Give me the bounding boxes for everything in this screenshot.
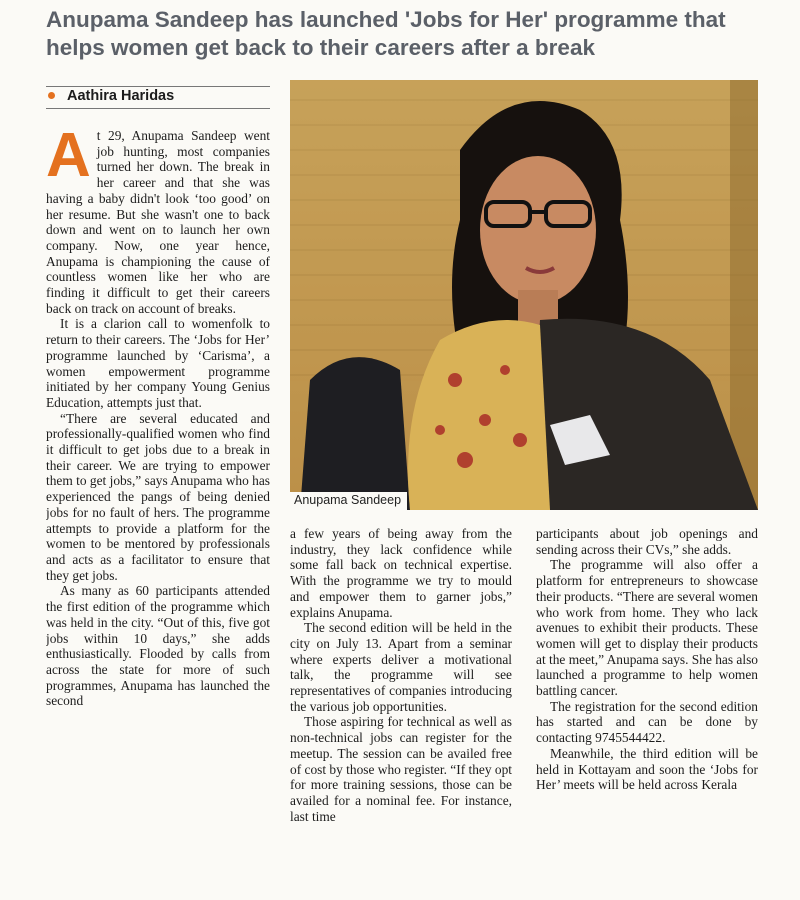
paragraph: The registration for the second edition has started and can be done by contacting 9745544422. (536, 698, 758, 746)
photo-caption: Anupama Sandeep (290, 492, 407, 510)
article-column-1 (46, 128, 270, 900)
paragraph: At 29, Anupama Sandeep went job hunting, most companies turned her down. The break in her career and that she was having a baby didn't look ‘too good’ on her resume. But she wasn't one to back down and went on to launch her own company. Now, one year hence, Anupama is championing the cause of countless women like her who are finding it difficult to get their careers back on track on account of breaks. (46, 128, 270, 316)
paragraph: As many as 60 participants attended the first edition of the programme which was held in the city. “Out of this, five got jobs within 10 days,” she adds enthusiastically. Flooded by calls from across the state for more of such programmes, Anupama has launched the second (46, 583, 270, 709)
article-photo (290, 80, 758, 510)
paragraph: participants about job openings and sending across their CVs,” she adds. (536, 526, 758, 557)
paragraph: Those aspiring for technical as well as non-technical jobs can register for the meetup. The session can be availed free of cost by those who register. “If they opt for more training sessions, those can be availed for a nominal fee. For instance, last time (290, 714, 512, 824)
paragraph: The programme will also offer a platform for entrepreneurs to showcase their products. “There are several women who work from home. They who lack avenues to exhibit their products. These women will get to display their products at the meet,” Anupama says. She has also launched a programme to help women battling cancer. (536, 557, 758, 699)
paragraph: Meanwhile, the third edition will be held in Kottayam and soon the ‘Jobs for Her’ meets will be held across Kerala (536, 745, 758, 793)
article-column-3 (536, 526, 758, 900)
author-name: Aathira Haridas (67, 88, 175, 104)
paragraph: “There are several educated and professionally-qualified women who find it difficult to get jobs due to a break in their career. We are trying to empower them to get jobs,” says Anupama who has experienced the pangs of being denied jobs for no fault of hers. The programme attempts to provide a platform for the women to be mentored by professionals and acts as a facilitator to ensure that they get jobs. (46, 410, 270, 583)
paragraph: The second edition will be held in the city on July 13. Apart from a seminar where experts deliver a motivational talk, the programme will see representatives of companies introducing the various job opportunities. (290, 620, 512, 714)
article-headline: Anupama Sandeep has launched 'Jobs for Her' programme that helps women get back to their careers after a break (46, 7, 726, 60)
byline (46, 86, 270, 109)
bullet-icon (48, 92, 55, 99)
portrait-illustration (290, 80, 758, 510)
paragraph: a few years of being away from the industry, they lack confidence while some fall back on technical expertise. With the programme we try to mould and empower them to garner jobs,” explains Anupama. (290, 526, 512, 620)
paragraph: It is a clarion call to womenfolk to return to their careers. The ‘Jobs for Her’ programme launched by ‘Carisma’, a women empowerment programme initiated by her company Young Genius Education, attempts just that. (46, 316, 270, 410)
drop-cap: A (46, 128, 91, 190)
article-column-2 (290, 526, 512, 900)
